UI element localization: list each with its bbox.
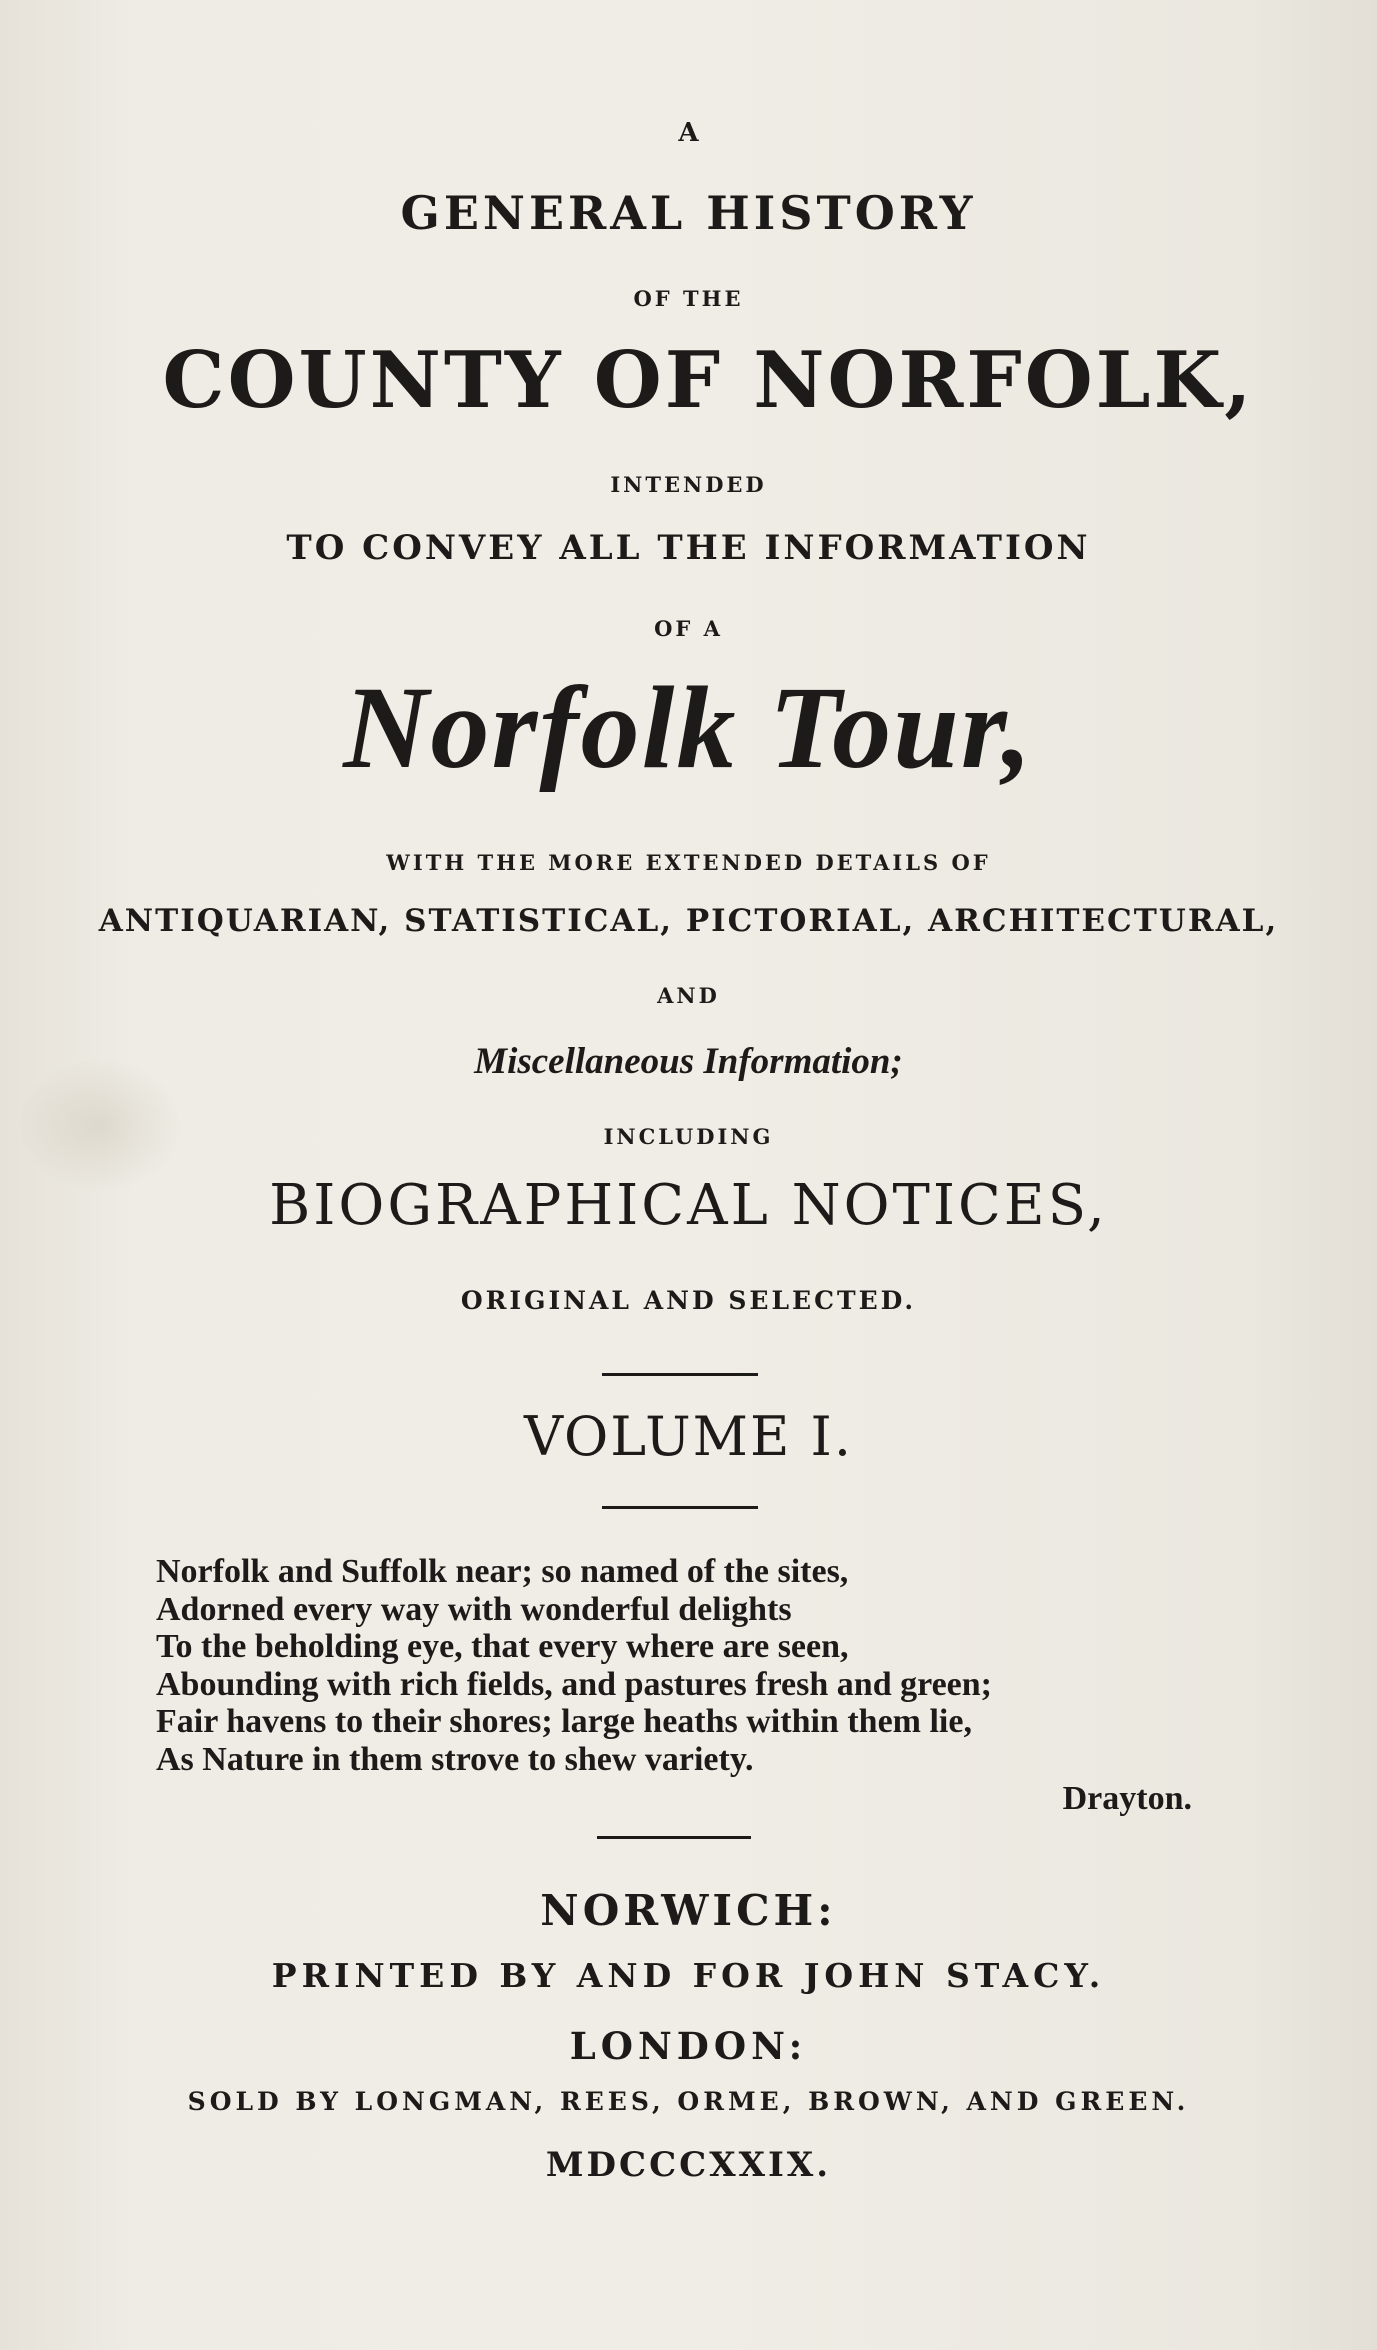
imprint-city: NORWICH: — [540, 1886, 837, 1935]
heading-biographical: BIOGRAPHICAL NOTICES, — [269, 1173, 1108, 1238]
rule-below-volume — [602, 1506, 758, 1509]
epigraph-line: To the beholding eye, that every where are seen, — [156, 1628, 849, 1665]
subjects-line: ANTIQUARIAN, STATISTICAL, PICTORIAL, ARCHITECTURAL, — [98, 903, 1279, 939]
of-the: OF THE — [633, 286, 744, 311]
epigraph-line: Adorned every way with wonderful delights — [156, 1590, 792, 1628]
of-a: OF A — [654, 616, 723, 641]
with-more-line: WITH THE MORE EXTENDED DETAILS OF — [386, 850, 991, 875]
including: INCLUDING — [603, 1124, 774, 1149]
imprint-printer: PRINTED BY AND FOR JOHN STACY. — [271, 1956, 1106, 1995]
original-selected: ORIGINAL AND SELECTED. — [460, 1286, 917, 1315]
and: AND — [657, 983, 720, 1008]
article-a: A — [678, 118, 699, 148]
convey-line: TO CONVEY ALL THE INFORMATION — [286, 528, 1091, 568]
rule-above-imprint — [597, 1836, 751, 1839]
heading-general-history: GENERAL HISTORY — [400, 186, 977, 240]
heading-norfolk-tour: Norfolk Tour, — [343, 662, 1034, 793]
miscellaneous-line: Miscellaneous Information; — [474, 1041, 903, 1082]
imprint-date: MDCCCXXIX. — [545, 2145, 832, 2185]
heading-county: COUNTY OF NORFOLK, — [162, 335, 1255, 426]
imprint-sellers: SOLD BY LONGMAN, REES, ORME, BROWN, AND GREEN. — [187, 2087, 1190, 2116]
epigraph-line: Norfolk and Suffolk near; so named of the sites, — [156, 1553, 849, 1590]
epigraph-line: Abounding with rich fields, and pastures fresh and green; — [156, 1665, 992, 1703]
imprint-london: LONDON: — [569, 2024, 808, 2068]
epigraph-line: As Nature in them strove to shew variety. — [156, 1740, 754, 1778]
epigraph-author: Drayton. — [1062, 1780, 1192, 1817]
intended: INTENDED — [610, 472, 767, 497]
volume-label: VOLUME I. — [523, 1405, 854, 1468]
rule-above-volume — [602, 1373, 758, 1376]
epigraph-line: Fair havens to their shores; large heaths within them lie, — [156, 1703, 972, 1740]
epigraph — [156, 1553, 992, 1778]
